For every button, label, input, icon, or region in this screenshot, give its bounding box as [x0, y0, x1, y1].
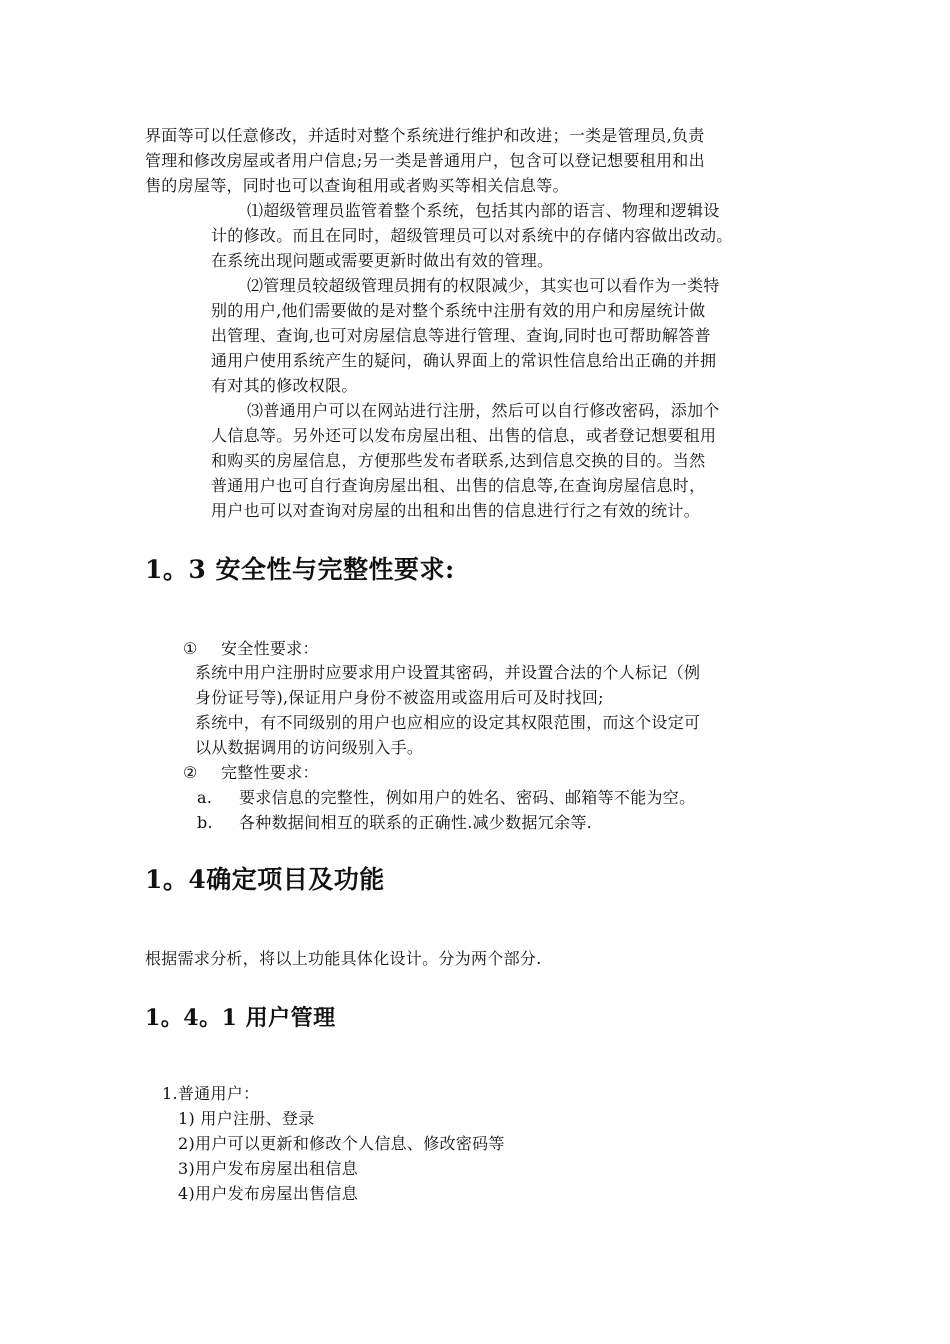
intro-line-3: 售的房屋等，同时也可以查询租用或者购买等相关信息等。	[145, 176, 569, 195]
role-super-admin-line-3: 在系统出现问题或需要更新时做出有效的管理。	[211, 251, 554, 270]
security-line-1: 系统中用户注册时应要求用户设置其密码，并设置合法的个人标记（例	[195, 663, 701, 682]
intro-line-2: 管理和修改房屋或者用户信息;另一类是普通用户，包含可以登记想要租用和出	[145, 151, 705, 170]
integrity-item-a	[197, 786, 695, 810]
role-user-line-2: 人信息等。另外还可以发布房屋出租、出售的信息，或者登记想要租用	[211, 426, 717, 445]
role-admin-line-3: 出管理、查询,也可对房屋信息等进行管理、查询,同时也可帮助解答普	[211, 326, 711, 345]
integrity-requirements-label	[183, 761, 319, 785]
user-function-item-3: 3)用户发布房屋出租信息	[178, 1159, 359, 1178]
role-user-line-3: 和购买的房屋信息，方便那些发布者联系,达到信息交换的目的。当然	[211, 451, 706, 470]
security-requirements-label	[183, 637, 319, 661]
integrity-item-a-text: 要求信息的完整性，例如用户的姓名、密码、邮箱等不能为空。	[239, 788, 696, 807]
security-line-3: 系统中，有不同级别的用户也应相应的设定其权限范围，而这个设定可	[195, 713, 701, 732]
section-heading-security-integrity: 1。3 安全性与完整性要求:	[145, 555, 455, 584]
integrity-item-b-marker: b.	[197, 813, 213, 832]
role-admin-line-5: 有对其的修改权限。	[211, 376, 358, 395]
user-function-item-2: 2)用户可以更新和修改个人信息、修改密码等	[178, 1134, 505, 1153]
user-function-item-4: 4)用户发布房屋出售信息	[178, 1184, 359, 1203]
integrity-item-b-text: 各种数据间相互的联系的正确性.减少数据冗余等.	[239, 813, 593, 832]
user-function-item-1: 1) 用户注册、登录	[178, 1109, 315, 1128]
role-admin-line-2: 别的用户,他们需要做的是对整个系统中注册有效的用户和房屋统计做	[211, 301, 706, 320]
role-admin-line-4: 通用户使用系统产生的疑问，确认界面上的常识性信息给出正确的并拥	[211, 351, 717, 370]
role-super-admin-line-1: ⑴超级管理员监管着整个系统，包括其内部的语言、物理和逻辑设	[247, 201, 720, 220]
section-heading-project-functions: 1。4确定项目及功能	[145, 865, 385, 894]
integrity-item-a-marker: a.	[197, 788, 213, 807]
subsection-heading-user-management: 1。4。1 用户管理	[145, 1005, 336, 1031]
role-user-line-4: 普通用户也可自行查询房屋出租、出售的信息等,在查询房屋信息时，	[211, 476, 706, 495]
user-group-label: 1.普通用户：	[162, 1084, 260, 1103]
integrity-item-b	[197, 811, 592, 835]
role-user-line-1: ⑶普通用户可以在网站进行注册，然后可以自行修改密码，添加个	[247, 401, 720, 420]
role-user-line-5: 用户也可以对查询对房屋的出租和出售的信息进行行之有效的统计。	[211, 501, 701, 520]
role-admin-line-1: ⑵管理员较超级管理员拥有的权限减少，其实也可以看作为一类特	[247, 276, 720, 295]
section-1-4-text: 根据需求分析，将以上功能具体化设计。分为两个部分.	[145, 949, 542, 968]
integrity-marker: ②	[183, 763, 198, 782]
security-line-2: 身份证号等),保证用户身份不被盗用或盗用后可及时找回;	[195, 688, 604, 707]
security-marker: ①	[183, 639, 198, 658]
intro-line-1: 界面等可以任意修改，并适时对整个系统进行维护和改进；一类是管理员,负责	[145, 126, 705, 145]
security-label: 安全性要求：	[221, 639, 319, 658]
role-super-admin-line-2: 计的修改。而且在同时，超级管理员可以对系统中的存储内容做出改动。	[211, 226, 733, 245]
security-line-4: 以从数据调用的访问级别入手。	[195, 738, 424, 757]
integrity-label: 完整性要求：	[221, 763, 319, 782]
